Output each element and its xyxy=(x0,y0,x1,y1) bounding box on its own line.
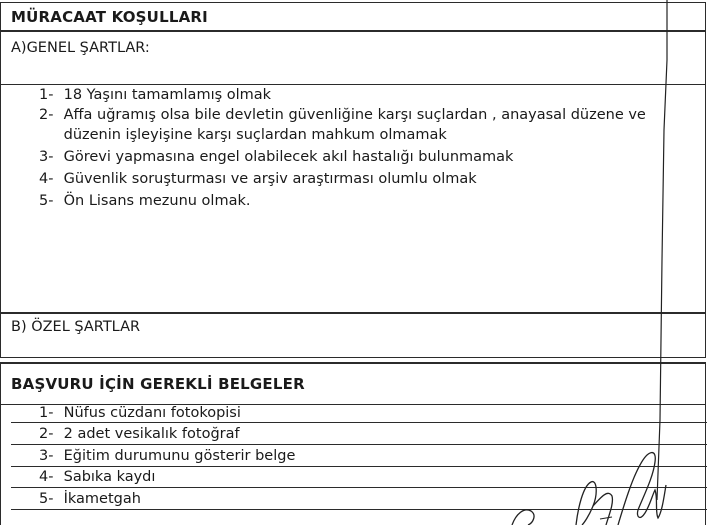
item-number: 4- xyxy=(39,171,54,187)
item-number: 3- xyxy=(39,149,54,165)
item-text: düzenin işleyişine karşı suçlardan mahkum olmamak xyxy=(63,127,447,143)
general-item-1 xyxy=(39,87,271,103)
document-item-5 xyxy=(39,491,141,507)
row-separator xyxy=(11,487,707,488)
row-separator xyxy=(11,422,707,423)
item-text: Sabıka kaydı xyxy=(63,469,156,485)
conditions-title: MÜRACAAT KOŞULLARI xyxy=(11,8,208,26)
document-item-3 xyxy=(39,448,295,464)
document-item-1 xyxy=(39,405,241,421)
general-item-5 xyxy=(39,193,250,209)
special-conditions-box xyxy=(0,313,706,358)
document-item-2 xyxy=(39,426,240,442)
item-number: 4- xyxy=(39,469,54,485)
row-separator xyxy=(11,444,707,445)
general-item-4 xyxy=(39,171,477,187)
item-text: Ön Lisans mezunu olmak. xyxy=(63,193,251,209)
general-item-2-continued xyxy=(39,127,447,143)
item-text: Nüfus cüzdanı fotokopisi xyxy=(63,405,241,421)
general-item-3 xyxy=(39,149,513,165)
documents-title-box xyxy=(0,362,706,405)
item-text: İkametgah xyxy=(63,491,141,507)
item-text: Affa uğramış olsa bile devletin güvenliğine karşı suçlardan , anayasal düzene ve xyxy=(63,107,646,123)
item-number: 1- xyxy=(39,405,54,421)
item-number: 5- xyxy=(39,193,54,209)
general-item-2 xyxy=(39,107,646,123)
item-number: 1- xyxy=(39,87,54,103)
item-number: 3- xyxy=(39,448,54,464)
row-separator xyxy=(11,466,707,467)
special-heading: B) ÖZEL ŞARTLAR xyxy=(11,319,141,335)
item-text: Görevi yapmasına engel olabilecek akıl hastalığı bulunmamak xyxy=(63,149,514,165)
item-text: 2 adet vesikalık fotoğraf xyxy=(63,426,240,442)
item-number: 2- xyxy=(39,426,54,442)
item-number: 2- xyxy=(39,107,54,123)
item-number: 5- xyxy=(39,491,54,507)
document-item-4 xyxy=(39,469,155,485)
item-text: 18 Yaşını tamamlamış olmak xyxy=(63,87,272,103)
general-conditions-box xyxy=(0,85,706,313)
item-text: Eğitim durumunu gösterir belge xyxy=(63,448,296,464)
item-text: Güvenlik soruşturması ve arşiv araştırması olumlu olmak xyxy=(63,171,477,187)
general-heading-box xyxy=(0,31,706,85)
documents-title: BAŞVURU İÇİN GEREKLİ BELGELER xyxy=(11,375,305,393)
documents-list-box xyxy=(0,405,706,525)
row-separator xyxy=(11,509,707,510)
conditions-title-box xyxy=(0,2,706,31)
general-heading: A)GENEL ŞARTLAR: xyxy=(11,40,150,56)
